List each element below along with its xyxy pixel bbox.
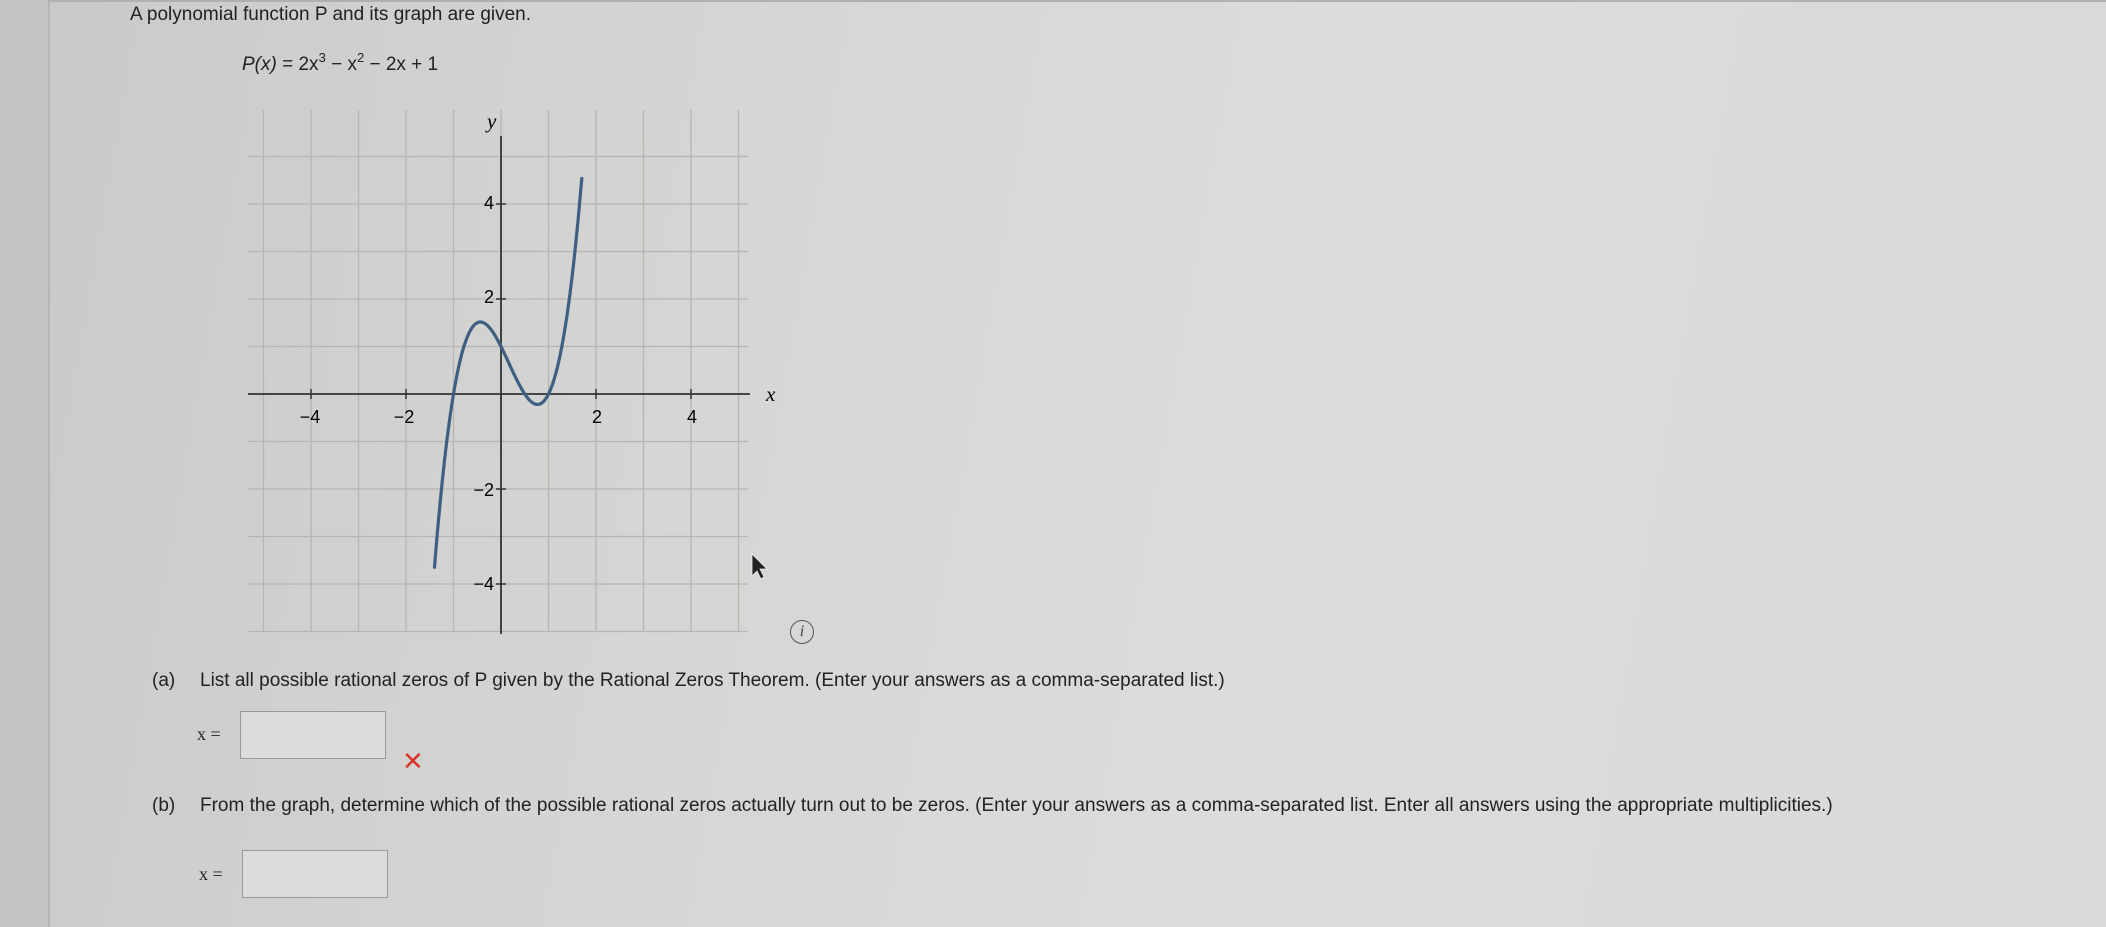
part-b-label: (b) (152, 795, 176, 816)
mouse-cursor-icon (752, 554, 767, 579)
formula-exp-2: 2 (356, 50, 365, 65)
y-tick-label: −2 (473, 480, 494, 500)
formula-equals: = (282, 54, 299, 75)
formula-lhs: P(x) (242, 54, 277, 75)
y-axis-label: y (487, 109, 497, 133)
graph-axes (248, 136, 750, 634)
y-tick-label: 2 (483, 287, 494, 307)
part-b-prompt (152, 795, 1833, 817)
incorrect-x-icon: ✕ (402, 746, 424, 776)
x-tick-label: −2 (393, 407, 415, 427)
left-gutter (0, 0, 50, 927)
part-b-answer-prefix: x = (199, 864, 223, 884)
graph-grid (248, 110, 748, 632)
top-divider (48, 0, 2106, 2)
y-tick-label: 4 (483, 193, 494, 213)
part-b-answer-input[interactable] (242, 850, 388, 898)
x-tick-label: 4 (686, 407, 698, 427)
polynomial-graph (238, 100, 798, 640)
formula-term-1: 2x (298, 54, 319, 75)
x-tick-labels (300, 407, 697, 427)
polynomial-curve (435, 179, 582, 568)
x-tick-label: 2 (591, 407, 603, 427)
part-b-text: From the graph, determine which of the possible rational zeros actually turn out to be zeros. (Enter your answers as a comma-separated list. Enter all answers using the appropriate multiplicities.) (200, 795, 1833, 816)
part-a-prompt (152, 670, 1225, 692)
part-a-answer-prefix: x = (197, 724, 221, 744)
y-tick-label: −4 (473, 574, 494, 594)
question-intro: A polynomial function P and its graph are given. (130, 4, 532, 25)
x-tick-label: −4 (299, 407, 321, 427)
part-a-text: List all possible rational zeros of P given by the Rational Zeros Theorem. (Enter your answers as a comma-separated list.) (200, 670, 1225, 691)
info-icon[interactable]: i (790, 620, 814, 644)
formula-term-3: − 2x + 1 (364, 54, 439, 75)
part-a-answer-input[interactable] (240, 711, 386, 759)
formula-exp-1: 3 (318, 50, 326, 65)
x-axis-label: x (766, 382, 776, 406)
part-a-label: (a) (152, 670, 176, 691)
polynomial-formula (242, 50, 438, 76)
formula-term-2: − x (325, 54, 357, 75)
